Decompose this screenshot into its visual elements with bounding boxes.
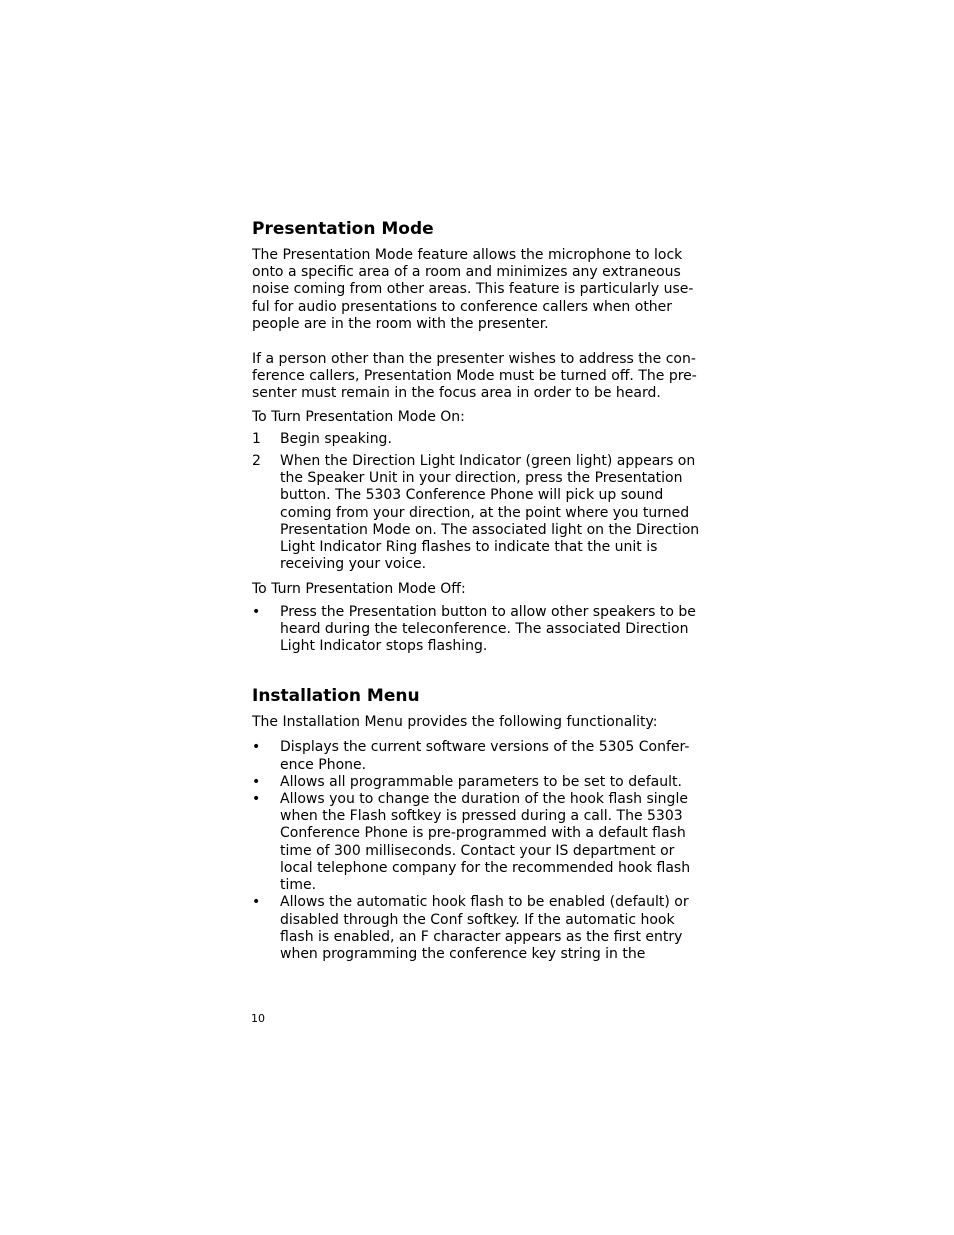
section-title-installation-menu: Installation Menu (252, 686, 420, 707)
text-line: The Presentation Mode feature allows the microphone to lock (252, 247, 683, 263)
text-line: noise coming from other areas. This feature is particularly use- (252, 281, 694, 298)
bullet-icon: • (252, 894, 261, 911)
text-line: senter must remain in the focus area in order to be heard. (252, 385, 661, 402)
text-line: Begin speaking. (280, 430, 392, 447)
page-content (252, 218, 712, 963)
text-line: ence Phone. (280, 756, 367, 773)
text-line: onto a specific area of a room and minimizes any extraneous (252, 264, 681, 281)
text-line: when programming the conference key string in the (280, 945, 646, 962)
text-line: disabled through the Conf softkey. If the automatic hook (280, 911, 675, 928)
text-line: Allows all programmable parameters to be set to default. (280, 773, 682, 790)
bullet-item (252, 894, 712, 963)
text-line: the Speaker Unit in your direction, press the Presentation (280, 470, 683, 487)
text-line: when the Flash softkey is pressed during a call. The 5303 (280, 808, 683, 825)
bullet-icon: • (252, 739, 261, 756)
text-line: button. The 5303 Conference Phone will pick up sound (280, 487, 664, 504)
presentation-intro-paragraph (252, 247, 712, 333)
text-line: When the Direction Light Indicator (green light) appears on (280, 453, 696, 470)
text-line: ful for audio presentations to conference callers when other (252, 298, 673, 315)
text-line: ference callers, Presentation Mode must be turned off. The pre- (252, 368, 697, 385)
bullet-item (252, 604, 712, 656)
bullet-icon: • (252, 773, 261, 790)
presentation-second-paragraph (252, 351, 712, 403)
bullet-item (252, 774, 712, 791)
step-item (252, 453, 712, 573)
step-number: 2 (252, 453, 261, 470)
text-line: Conference Phone is pre-programmed with a default flash (280, 825, 686, 842)
text-line: time of 300 milliseconds. Contact your IS department or (280, 842, 675, 859)
bullet-item (252, 739, 712, 773)
installation-intro: The Installation Menu provides the following functionality: (252, 714, 658, 731)
page-number: 10 (251, 1012, 265, 1025)
text-line: If a person other than the presenter wishes to address the con- (252, 351, 696, 368)
text-line: local telephone company for the recommended hook flash (280, 859, 691, 876)
text-line: coming from your direction, at the point where you turned (280, 504, 690, 521)
bullet-icon: • (252, 603, 261, 620)
text-line: Press the Presentation button to allow other speakers to be (280, 603, 696, 620)
text-line: Allows you to change the duration of the hook flash single (280, 791, 688, 808)
text-line: Displays the current software versions of the 5305 Confer- (280, 739, 690, 756)
text-line: time. (280, 877, 317, 894)
step-number: 1 (252, 430, 261, 447)
text-line: people are in the room with the presenter. (252, 315, 549, 332)
bullet-item (252, 791, 712, 894)
text-line: Light Indicator Ring flashes to indicate that the unit is (280, 539, 658, 556)
text-line: Allows the automatic hook flash to be enabled (default) or (280, 894, 689, 911)
step-item (252, 431, 712, 448)
text-line: flash is enabled, an F character appears as the first entry (280, 928, 683, 945)
bullet-icon: • (252, 791, 261, 808)
text-line: receiving your voice. (280, 556, 427, 573)
section-title-presentation-mode: Presentation Mode (252, 219, 434, 239)
text-line: heard during the teleconference. The associated Direction (280, 620, 689, 637)
text-line: Light Indicator stops flashing. (280, 638, 488, 655)
turn-off-heading: To Turn Presentation Mode Off: (252, 581, 466, 598)
turn-on-heading: To Turn Presentation Mode On: (252, 408, 465, 425)
text-line: Presentation Mode on. The associated light on the Direction (280, 521, 700, 538)
